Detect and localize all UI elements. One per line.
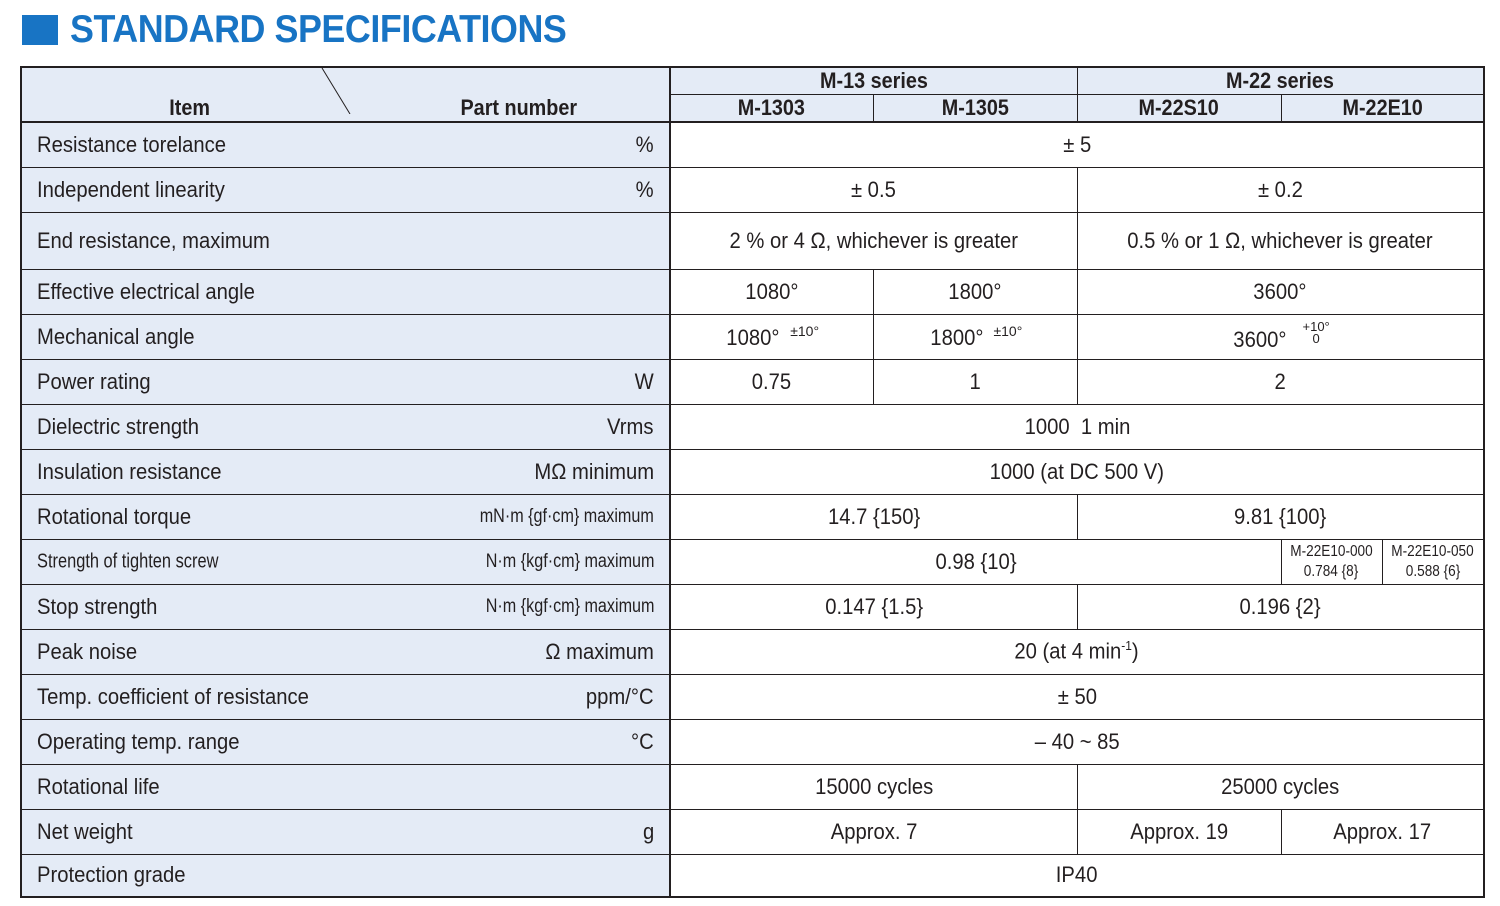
row-resistance-tolerance <box>21 122 1484 167</box>
value-all: 20 (at 4 $\min^{-1}$) <box>670 629 1484 674</box>
row-unit: % <box>636 176 654 202</box>
row-label: Independent linearity <box>37 176 225 202</box>
value-m22s10: Approx. 19 <box>1077 809 1281 854</box>
row-unit: N·m {kgf·cm} maximum <box>485 550 654 572</box>
page-title <box>22 8 610 52</box>
row-temp-coefficient <box>21 674 1484 719</box>
value-m1303: 1080° <box>670 269 873 314</box>
row-unit: mN·m {gf·cm} maximum <box>479 505 654 527</box>
row-unit: Ω maximum <box>545 638 654 664</box>
row-tighten-screw <box>21 539 1484 584</box>
value-m22: 2 <box>1077 359 1484 404</box>
row-operating-temp <box>21 719 1484 764</box>
value-m22: 25000 cycles <box>1077 764 1484 809</box>
value-all: 1000 (at DC 500 V) <box>670 449 1484 494</box>
specifications-table <box>20 66 1485 898</box>
row-unit: ppm/°C <box>586 683 654 709</box>
row-unit: MΩ minimum <box>534 458 654 484</box>
value-m22e10: Approx. 17 <box>1281 809 1484 854</box>
row-label: Stop strength <box>37 593 158 619</box>
value-m22: 3600° <box>1077 269 1484 314</box>
value-m1305: 1800° <box>873 269 1077 314</box>
tolerance: ±10° <box>790 322 820 339</box>
value-m13: 15000 cycles <box>670 764 1077 809</box>
value-m13: Approx. 7 <box>670 809 1077 854</box>
row-label: Rotational torque <box>37 503 192 529</box>
value-all: – 40 ~ 85 <box>670 719 1484 764</box>
row-label: Dielectric strength <box>37 413 199 439</box>
series-m22-header: M-22 series <box>1077 67 1484 95</box>
value-m22: ± 0.2 <box>1077 167 1484 212</box>
row-dielectric-strength <box>21 404 1484 449</box>
row-label: Operating temp. range <box>37 728 240 754</box>
value-m1303: 0.75 <box>670 359 873 404</box>
row-unit: % <box>636 131 654 157</box>
row-rotational-life <box>21 764 1484 809</box>
value-all: 1000 1 min <box>670 404 1484 449</box>
value-m1303: 1080° $^{\pm 10^\circ}$ <box>670 314 873 359</box>
value-m13: 0.147 {1.5} <box>670 584 1077 629</box>
row-label: Effective electrical angle <box>37 278 255 304</box>
value-all: ± 50 <box>670 674 1484 719</box>
value-m22e10-000: M-22E10-000 0.784 {8} <box>1281 539 1382 584</box>
row-protection-grade <box>21 854 1484 897</box>
row-mechanical-angle <box>21 314 1484 359</box>
value-m13: 14.7 {150} <box>670 494 1077 539</box>
header-row-series <box>21 67 1484 95</box>
title-text: STANDARD SPECIFICATIONS <box>70 8 567 51</box>
row-electrical-angle <box>21 269 1484 314</box>
row-stop-strength <box>21 584 1484 629</box>
value-all: IP40 <box>670 854 1484 897</box>
value-m22e10-050: M-22E10-050 0.588 {6} <box>1382 539 1484 584</box>
row-label: Power rating <box>37 368 151 394</box>
row-label: Net weight <box>37 818 133 844</box>
row-unit: g <box>642 818 654 844</box>
title-square-icon <box>22 15 58 45</box>
row-label: Insulation resistance <box>37 458 222 484</box>
value-m1305: 1800° $^{\pm 10^\circ}$ <box>873 314 1077 359</box>
row-label: Strength of tighten screw <box>37 550 219 572</box>
row-label: Protection grade <box>37 862 186 888</box>
row-insulation-resistance <box>21 449 1484 494</box>
item-part-header <box>21 67 670 122</box>
row-net-weight <box>21 809 1484 854</box>
value-m22: 0.196 {2} <box>1077 584 1484 629</box>
row-label: End resistance, maximum <box>37 227 270 253</box>
row-rotational-torque <box>21 494 1484 539</box>
row-independent-linearity <box>21 167 1484 212</box>
value-all: ± 5 <box>670 122 1484 167</box>
item-header: Item <box>169 94 210 120</box>
tolerance-stack: +10° 0 <box>1302 318 1330 346</box>
value-m13: 2 % or 4 Ω, whichever is greater <box>670 212 1077 269</box>
value-m13: ± 0.5 <box>670 167 1077 212</box>
row-label: Resistance torelance <box>37 131 227 157</box>
model-m1305-header: M-1305 <box>873 95 1077 123</box>
row-peak-noise <box>21 629 1484 674</box>
row-label: Rotational life <box>37 773 160 799</box>
part-number-header: Part number <box>460 94 578 120</box>
value-m22: 3600°+10° 0 <box>1077 314 1484 359</box>
row-end-resistance <box>21 212 1484 269</box>
row-unit: °C <box>631 728 654 754</box>
model-m22e10-header: M-22E10 <box>1281 95 1484 123</box>
series-m13-header: M-13 series <box>670 67 1077 95</box>
tolerance: ±10° <box>993 322 1023 339</box>
value-main: 0.98 {10} <box>670 539 1281 584</box>
model-m1303-header: M-1303 <box>670 95 873 123</box>
row-label: Temp. coefficient of resistance <box>37 683 309 709</box>
model-m22s10-header: M-22S10 <box>1077 95 1281 123</box>
row-label: Mechanical angle <box>37 323 195 349</box>
row-power-rating <box>21 359 1484 404</box>
row-unit: N·m {kgf·cm} maximum <box>485 595 654 617</box>
value-m22: 0.5 % or 1 Ω, whichever is greater <box>1077 212 1484 269</box>
row-unit: Vrms <box>607 413 654 439</box>
row-label: Peak noise <box>37 638 138 664</box>
value-m1305: 1 <box>873 359 1077 404</box>
row-unit: W <box>634 368 654 394</box>
value-m22: 9.81 {100} <box>1077 494 1484 539</box>
